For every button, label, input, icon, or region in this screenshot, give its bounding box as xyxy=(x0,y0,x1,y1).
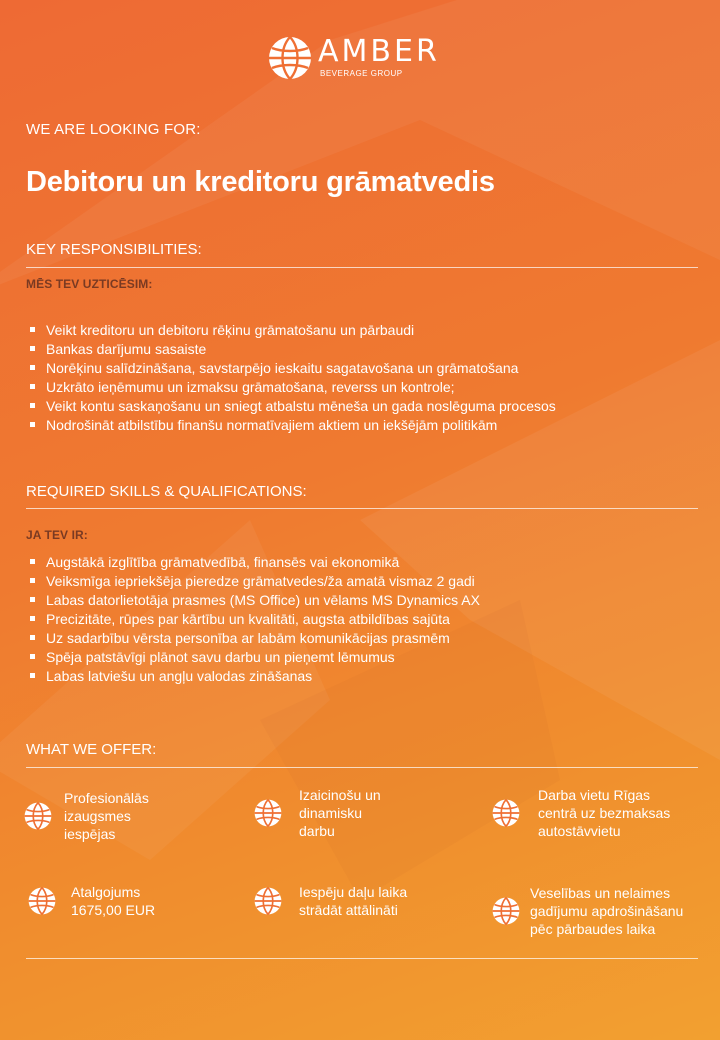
offer-item xyxy=(254,786,381,840)
bullet-icon xyxy=(30,327,35,332)
offer-item xyxy=(492,884,683,938)
amber-globe-icon xyxy=(268,36,312,80)
offer-text: Atalgojums 1675,00 EUR xyxy=(71,884,156,918)
amber-globe-icon xyxy=(492,799,520,827)
bullet-icon xyxy=(30,346,35,351)
bullet-icon xyxy=(30,422,35,427)
offer-item xyxy=(254,883,407,919)
responsibilities-heading: KEY RESPONSIBILITIES: xyxy=(26,241,202,258)
list-item: Augstākā izglītība grāmatvedībā, finansēs vai ekonomikā xyxy=(26,552,480,571)
qualifications-subheading: JA TEV IR: xyxy=(26,528,88,542)
list-item: Precizitāte, rūpes par kārtību un kvalitāti, augsta atbildības sajūta xyxy=(26,609,480,628)
list-item: Veikt kreditoru un debitoru rēķinu grāmatošanu un pārbaudi xyxy=(26,320,556,339)
bullet-icon xyxy=(30,384,35,389)
list-item: Labas datorlietotāja prasmes (MS Office) un vēlams MS Dynamics AX xyxy=(26,590,480,609)
divider xyxy=(26,767,698,768)
bullet-icon xyxy=(30,673,35,678)
qualifications-list xyxy=(26,552,480,685)
offer-item xyxy=(28,883,155,919)
amber-globe-icon xyxy=(24,802,52,830)
bullet-icon xyxy=(30,635,35,640)
offer-item xyxy=(492,786,670,840)
brand-logo xyxy=(268,36,440,80)
list-item: Uzkrāto ieņēmumu un izmaksu grāmatošana, reverss un kontrole; xyxy=(26,377,556,396)
amber-globe-icon xyxy=(254,887,282,915)
divider xyxy=(26,267,698,268)
list-item: Bankas darījumu sasaiste xyxy=(26,339,556,358)
amber-globe-icon xyxy=(254,799,282,827)
eyebrow-label: WE ARE LOOKING FOR: xyxy=(26,121,201,138)
bullet-icon xyxy=(30,559,35,564)
offer-text: Darba vietu Rīgas centrā uz bezmaksas autostāvvietu xyxy=(538,787,671,839)
responsibilities-list xyxy=(26,320,556,434)
list-item: Norēķinu salīdzināšana, savstarpējo ieskaitu sagatavošana un grāmatošana xyxy=(26,358,556,377)
qualifications-heading: REQUIRED SKILLS & QUALIFICATIONS: xyxy=(26,483,307,500)
amber-globe-icon xyxy=(28,887,56,915)
brand-name: AMBER xyxy=(318,34,440,69)
divider xyxy=(26,958,698,959)
amber-globe-icon xyxy=(492,897,520,925)
list-item: Uz sadarbību vērsta personība ar labām komunikācijas prasmēm xyxy=(26,628,480,647)
divider xyxy=(26,508,698,509)
offer-text: Izaicinošu un dinamisku darbu xyxy=(299,787,381,839)
list-item: Veiksmīga iepriekšēja pieredze grāmatvedes/ža amatā vismaz 2 gadi xyxy=(26,571,480,590)
bullet-icon xyxy=(30,654,35,659)
offer-item xyxy=(24,789,149,843)
bullet-icon xyxy=(30,578,35,583)
brand-tagline: BEVERAGE GROUP xyxy=(320,69,403,78)
list-item: Spēja patstāvīgi plānot savu darbu un pieņemt lēmumus xyxy=(26,647,480,666)
list-item: Nodrošināt atbilstību finanšu normatīvajiem aktiem un iekšējām politikām xyxy=(26,415,556,434)
offer-text: Profesionālās izaugsmes iespējas xyxy=(64,790,149,842)
offer-heading: WHAT WE OFFER: xyxy=(26,741,157,758)
bullet-icon xyxy=(30,403,35,408)
bullet-icon xyxy=(30,597,35,602)
offer-text: Iespēju daļu laika strādāt attālināti xyxy=(299,884,408,918)
bullet-icon xyxy=(30,365,35,370)
responsibilities-subheading: MĒS TEV UZTICĒSIM: xyxy=(26,277,153,291)
list-item: Labas latviešu un angļu valodas zināšanas xyxy=(26,666,480,685)
list-item: Veikt kontu saskaņošanu un sniegt atbalstu mēneša un gada noslēguma procesos xyxy=(26,396,556,415)
offer-text: Veselības un nelaimes gadījumu apdrošināšanu pēc pārbaudes laika xyxy=(530,885,684,937)
bullet-icon xyxy=(30,616,35,621)
job-title: Debitoru un kreditoru grāmatvedis xyxy=(26,166,495,198)
